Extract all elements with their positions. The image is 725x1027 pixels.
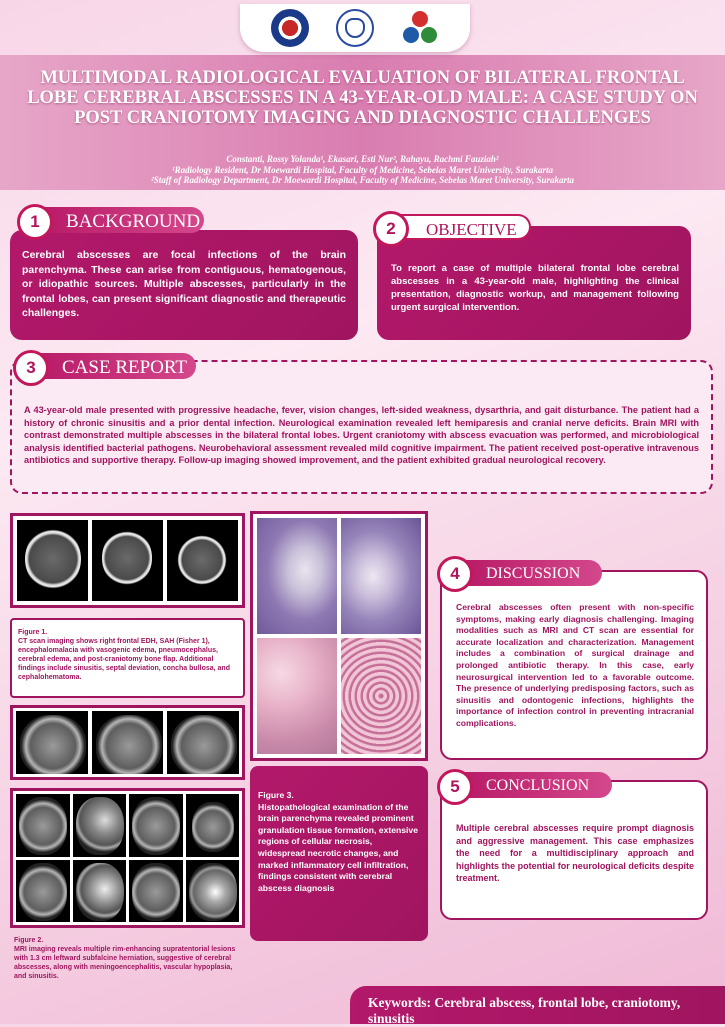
conclusion-heading: CONCLUSION: [460, 772, 612, 798]
authors: Constanti, Rossy Yolanda¹, Ekasari, Esti Nur², Rahayu, Rachmi Fauziah²: [226, 154, 499, 164]
background-heading: BACKGROUND: [40, 207, 204, 233]
logo-bar: [240, 4, 470, 52]
university-logo-icon: [271, 9, 309, 47]
mri-image-3: [167, 711, 239, 774]
figure-2-caption: MRI imaging reveals multiple rim-enhancing supratentorial lesions with 1.3 cm leftward subfalcine herniation, suggestive of cerebral abscesses, along with meningoencephalitis, vascular hypoplasia, and sinusitis.: [14, 946, 236, 980]
mri-image-5: [73, 794, 127, 857]
conclusion-panel: [440, 780, 708, 920]
mri-image-10: [129, 860, 183, 923]
objective-text: To report a case of multiple bilateral frontal lobe cerebral abscesses in a 43-year-old male, highlighting the clinical presentation, diagnostic workup, and management following urgent surgical intervention.: [391, 263, 679, 313]
mri-image-6: [129, 794, 183, 857]
figure-2-images-row1: [10, 705, 245, 780]
background-text: Cerebral abscesses are focal infections of the brain parenchyma. These can arise from contiguous, hematogenous, or idiopathic sources. Multiple abscesses, particularly in the frontal lobes, can present significant diagnostic and therapeutic challenges.: [22, 249, 346, 319]
histology-image-1: [257, 518, 337, 634]
section-number-1: 1: [17, 204, 53, 240]
figure-2-caption-box: [10, 932, 245, 1002]
institution-seal-icon: [336, 9, 374, 47]
section-number-3: 3: [13, 350, 49, 386]
conclusion-text: Multiple cerebral abscesses require prompt diagnosis and aggressive management. This case emphasizes the need for a multidisciplinary approach and highlights the potential for neurological deficits despite treatment.: [456, 823, 694, 883]
figure-1-images: [10, 513, 245, 608]
section-number-5: 5: [437, 769, 473, 805]
hospital-logo-icon: [401, 9, 439, 47]
ct-image-axial: [167, 520, 238, 601]
case-report-panel: [10, 360, 713, 494]
figure-3-caption-box: [250, 766, 428, 941]
section-number-2: 2: [373, 211, 409, 247]
affiliation-2: ²Staff of Radiology Department, Dr Moewardi Hospital, Faculty of Medicine, Sebelas Maret University, Surakarta: [151, 175, 574, 185]
case-report-heading: CASE REPORT: [36, 353, 196, 379]
mri-image-4: [16, 794, 70, 857]
section-number-4: 4: [437, 556, 473, 592]
mri-image-11: [186, 860, 240, 923]
ct-image-sagittal: [17, 520, 88, 601]
histology-image-4: [341, 638, 421, 754]
mri-image-7: [186, 794, 240, 857]
mri-image-8: [16, 860, 70, 923]
mri-image-1: [16, 711, 88, 774]
figure-1-caption-box: [10, 618, 245, 698]
discussion-text: Cerebral abscesses often present with non-specific symptoms, making early diagnosis challenging. Imaging modalities such as MRI and CT scan are essential for accurate localization and characterization. Management includes a combination of surgical drainage and prolonged antibiotic therapy. In this case, early neurosurgical intervention led to a favorable outcome. The presence of underlying predisposing factors, such as sinusitis and odontogenic infections, highlights the importance of infection control in preventing intracranial complications.: [456, 602, 694, 728]
ct-image-coronal: [92, 520, 163, 601]
figure-1-caption: CT scan imaging shows right frontal EDH, SAH (Fisher 1), encephalomalacia with vasogenic edema, pneumocephalus, cerebral edema, and post-craniotomy bone flap. Additional findings include sinusitis, septal deviation, concha bullosa, and cephalohematoma.: [18, 638, 230, 681]
histology-image-3: [257, 638, 337, 754]
objective-heading: OBJECTIVE: [398, 214, 531, 240]
discussion-heading: DISCUSSION: [460, 560, 602, 586]
case-report-text: A 43-year-old male presented with progressive headache, fever, vision changes, left-sided weakness, dysarthria, and gait disturbance. The patient had a history of chronic sinusitis and a prior dental infection. Neurological examination revealed left hemiparesis and cranial nerve deficits. Brain MRI with contrast demonstrated multiple abscesses in the bilateral frontal lobes. Urgent craniotomy with abscess evacuation was performed, and microbiological analysis identified bacterial pathogens. Neurobehavioral assessment revealed mild cognitive impairment. The patient received post-operative intravenous antibiotics and supportive therapy. Follow-up imaging showed improvement, and the patient exhibited gradual neurological recovery.: [24, 405, 699, 466]
histology-image-2: [341, 518, 421, 634]
mri-image-9: [73, 860, 127, 923]
discussion-panel: [440, 570, 708, 760]
author-block: [20, 154, 705, 186]
poster-title: MULTIMODAL RADIOLOGICAL EVALUATION OF BILATERAL FRONTAL LOBE CEREBRAL ABSCESSES IN A 43-YEAR-OLD MALE: A CASE STUDY ON POST CRANIOTOMY IMAGING AND DIAGNOSTIC CHALLENGES: [27, 68, 698, 128]
keywords-bar: Keywords: Cerebral abscess, frontal lobe, craniotomy, sinusitis: [350, 986, 725, 1024]
figure-2-images-grid: [10, 788, 245, 928]
background-panel: [10, 230, 358, 340]
figure-1-label: Figure 1.: [18, 629, 48, 636]
objective-panel: [377, 226, 691, 340]
figure-3-label: Figure 3.: [258, 790, 294, 800]
affiliation-1: ¹Radiology Resident, Dr Moewardi Hospital, Faculty of Medicine, Sebelas Maret University, Surakarta: [171, 164, 554, 175]
figure-2-label: Figure 2.: [14, 937, 44, 944]
mri-image-2: [92, 711, 164, 774]
figure-3-images: [250, 511, 428, 761]
figure-3-caption: Histopathological examination of the brain parenchyma revealed prominent granulation tissue formation, extensive regions of cellular necrosis, widespread necrotic changes, and marked inflammatory cell infiltration, findings consistent with cerebral abscess diagnosis: [258, 801, 418, 893]
